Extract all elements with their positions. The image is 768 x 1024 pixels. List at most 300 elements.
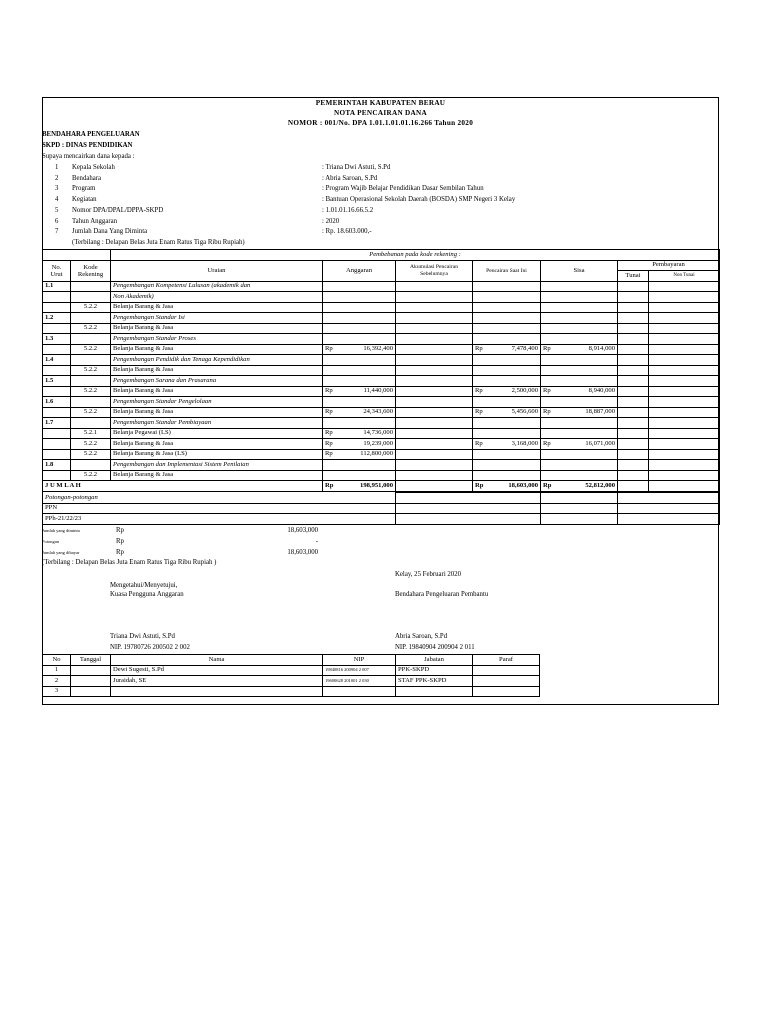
amount-value: 18,603,000 — [508, 481, 538, 489]
jumlah-label: J U M L A H — [43, 481, 323, 492]
currency-label: Rp — [475, 481, 484, 489]
row-non-tunai — [649, 365, 720, 376]
amount-cell — [541, 292, 618, 303]
amount-wrap — [543, 387, 615, 395]
row-non-tunai — [649, 397, 720, 408]
paraf-tanggal — [71, 676, 111, 687]
row-uraian: Belanja Barang & Jasa — [111, 344, 323, 355]
row-uraian: Pengembangan Standar Proses — [111, 334, 323, 345]
paraf-row — [43, 686, 540, 697]
row-kode: 5.2.2 — [71, 365, 111, 376]
amount-wrap — [475, 408, 538, 416]
summary-label: Jumlah yang diminta — [42, 528, 80, 533]
paraf-header-cell: Paraf — [473, 655, 540, 666]
info-label: Nomor DPA/DPAL/DPPA-SKPD — [72, 206, 164, 214]
amount-cell — [473, 386, 541, 397]
info-no: 1 — [55, 164, 59, 171]
paraf-paraf — [473, 686, 540, 697]
amount-value: 3,168,000 — [511, 439, 538, 447]
amount-cell — [473, 292, 541, 303]
summary-currency: Rp — [116, 548, 124, 556]
row-no — [43, 439, 71, 450]
amount-cell — [323, 428, 396, 439]
info-value: : Triana Dwi Astuti, S.Pd — [322, 164, 391, 171]
row-tunai — [618, 302, 649, 313]
amount-cell — [323, 470, 396, 481]
row-non-tunai — [649, 302, 720, 313]
table-row — [43, 460, 720, 471]
paraf-jabatan — [396, 686, 473, 697]
row-tunai — [618, 323, 649, 334]
info-no: 2 — [55, 174, 59, 182]
left-title-2: Kuasa Pengguna Anggaran — [110, 591, 184, 598]
row-no: 1.7 — [43, 418, 71, 429]
amount-cell — [323, 418, 396, 429]
info-label: Program — [72, 185, 96, 193]
row-kode — [71, 397, 111, 408]
row-tunai — [618, 313, 649, 324]
row-uraian: Pengembangan Sarana dan Prasarana — [111, 376, 323, 387]
row-tunai — [618, 376, 649, 387]
row-no — [43, 449, 71, 460]
row-tunai — [618, 355, 649, 366]
amount-wrap — [543, 482, 615, 490]
amount-cell — [541, 386, 618, 397]
intro-text: Supaya mencairkan dana kepada : — [42, 153, 135, 160]
info-label: Tahun Anggaran — [72, 217, 118, 225]
row-tunai — [618, 460, 649, 471]
paraf-nip: 19600628 201001 2 030 — [323, 676, 396, 687]
currency-label: Rp — [325, 481, 334, 489]
summary-amount: - — [315, 537, 318, 545]
row-non-tunai — [649, 449, 720, 460]
row-kode — [71, 334, 111, 345]
row-non-tunai — [649, 428, 720, 439]
paraf-jabatan: PPK-SKPD — [396, 665, 473, 676]
row-uraian: Belanja Barang & Jasa — [111, 470, 323, 481]
amount-cell — [473, 481, 541, 492]
right-signer-nip: NIP. 19840904 200904 2 011 — [395, 644, 475, 651]
row-akumulasi — [396, 302, 473, 313]
amount-cell — [323, 481, 396, 492]
col-no-line1: No. — [51, 263, 62, 271]
amount-cell — [473, 281, 541, 292]
row-no — [43, 386, 71, 397]
row-tunai — [618, 334, 649, 345]
currency-label: Rp — [543, 481, 552, 489]
amount-cell — [323, 313, 396, 324]
row-non-tunai — [649, 313, 720, 324]
info-no: 6 — [55, 217, 59, 225]
row-tunai — [618, 470, 649, 481]
row-akumulasi — [396, 460, 473, 471]
info-no: 5 — [55, 206, 59, 214]
row-tunai — [618, 449, 649, 460]
amount-value: 112,800,000 — [360, 450, 393, 458]
info-label: Kegiatan — [72, 196, 97, 204]
amount-cell — [473, 355, 541, 366]
amount-cell — [323, 460, 396, 471]
pembebanan-table — [42, 249, 720, 492]
currency-label: Rp — [543, 408, 551, 416]
amount-wrap — [543, 345, 615, 353]
row-akumulasi — [396, 428, 473, 439]
row-akumulasi — [396, 376, 473, 387]
amount-wrap — [325, 408, 393, 416]
row-tunai — [618, 418, 649, 429]
amount-cell — [473, 428, 541, 439]
info-value: : Bantuan Operasional Sekolah Daerah (BOSDA) SMP Negeri 3 Kelay — [322, 196, 516, 204]
amount-cell — [473, 439, 541, 450]
paraf-no: 2 — [43, 676, 71, 687]
col-no — [43, 260, 71, 281]
row-tunai — [618, 292, 649, 303]
table-row — [43, 323, 720, 334]
col-kode-line2: Rekening — [77, 270, 104, 278]
row-no: 1.4 — [43, 355, 71, 366]
terbilang-bottom: (Terbilang : Delapan Belas Juta Enam Ratus Tiga Ribu Rupiah ) — [42, 559, 217, 566]
amount-wrap — [325, 429, 393, 437]
amount-value: 52,812,000 — [585, 481, 615, 489]
summary-label: Jumlah yang dibayar — [42, 549, 80, 555]
group-header: Pembebanan pada kode rekening : — [111, 250, 720, 261]
amount-cell — [541, 439, 618, 450]
row-kode: 5.2.2 — [71, 302, 111, 313]
amount-value: 14,736,000 — [363, 429, 393, 437]
amount-cell — [541, 449, 618, 460]
col-pencairan: Pencairan Saat Ini — [473, 260, 541, 281]
header-government: PEMERINTAH KABUPATEN BERAU — [315, 99, 446, 107]
row-non-tunai — [649, 470, 720, 481]
row-akumulasi — [396, 281, 473, 292]
row-akumulasi — [396, 449, 473, 460]
amount-cell — [541, 313, 618, 324]
paraf-jabatan: STAF PPK-SKPD — [396, 676, 473, 687]
amount-value: 19,239,000 — [363, 439, 393, 447]
row-akumulasi — [396, 344, 473, 355]
row-uraian: Non Akademik) — [111, 292, 323, 303]
paraf-nama: Juraidah, SE — [111, 676, 323, 687]
potongan-title: Potongan-potongan — [43, 493, 396, 504]
row-non-tunai — [649, 386, 720, 397]
amount-cell — [323, 439, 396, 450]
col-no-line2: Urut — [50, 270, 63, 278]
row-no — [43, 302, 71, 313]
currency-label: Rp — [475, 387, 483, 395]
row-kode: 5.2.2 — [71, 449, 111, 460]
amount-value: 7,478,400 — [511, 345, 538, 353]
amount-cell — [473, 418, 541, 429]
amount-cell — [541, 376, 618, 387]
amount-cell — [323, 449, 396, 460]
row-kode: 5.2.2 — [71, 407, 111, 418]
amount-cell — [473, 323, 541, 334]
paraf-tanggal — [71, 686, 111, 697]
paraf-no: 3 — [43, 686, 71, 697]
amount-cell — [323, 334, 396, 345]
row-kode: 5.2.1 — [71, 428, 111, 439]
amount-wrap — [325, 387, 393, 395]
info-value: : 2020 — [322, 217, 340, 225]
amount-value: 8,940,000 — [588, 387, 615, 395]
amount-wrap — [475, 440, 538, 448]
row-non-tunai — [649, 376, 720, 387]
amount-value: 16,071,000 — [585, 439, 615, 447]
row-kode — [71, 281, 111, 292]
ppn-label: PPN — [43, 503, 396, 514]
row-no: 1.5 — [43, 376, 71, 387]
row-akumulasi — [396, 407, 473, 418]
table-row — [43, 365, 720, 376]
row-uraian: Belanja Barang & Jasa — [111, 323, 323, 334]
amount-cell — [541, 470, 618, 481]
table-row — [43, 292, 720, 303]
row-no: 1.1 — [43, 281, 71, 292]
row-uraian: Belanja Barang & Jasa — [111, 439, 323, 450]
row-non-tunai — [649, 407, 720, 418]
row-kode: 5.2.2 — [71, 344, 111, 355]
paraf-header-cell: Jabatan — [396, 655, 473, 666]
amount-value: 198,951,000 — [360, 481, 393, 489]
table-row — [43, 470, 720, 481]
currency-label: Rp — [325, 439, 333, 447]
paraf-nip — [323, 686, 396, 697]
row-uraian: Pengembangan Standar Isi — [111, 313, 323, 324]
paraf-nama: Dewi Sugesti, S.Pd — [111, 665, 323, 676]
row-non-tunai — [649, 418, 720, 429]
left-signer-name: Triana Dwi Astuti, S.Pd — [110, 633, 175, 640]
amount-cell — [323, 407, 396, 418]
info-no: 3 — [55, 185, 59, 193]
row-kode: 5.2.2 — [71, 386, 111, 397]
table-row — [43, 407, 720, 418]
row-non-tunai — [649, 355, 720, 366]
row-uraian: Belanja Pegawai (LS) — [111, 428, 323, 439]
currency-label: Rp — [325, 345, 333, 353]
row-kode: 5.2.2 — [71, 470, 111, 481]
amount-cell — [541, 281, 618, 292]
col-sisa: Sisa — [541, 260, 618, 281]
table-row — [43, 302, 720, 313]
row-uraian: Belanja Barang & Jasa — [111, 407, 323, 418]
amount-cell — [323, 302, 396, 313]
amount-value: 11,440,000 — [363, 387, 393, 395]
paraf-row — [43, 665, 540, 676]
amount-cell — [541, 323, 618, 334]
amount-cell — [473, 407, 541, 418]
table-row — [43, 334, 720, 345]
row-uraian: Belanja Barang & Jasa (LS) — [111, 449, 323, 460]
col-akumulasi-line2: Sebelumnya — [420, 270, 448, 277]
row-no — [43, 407, 71, 418]
row-akumulasi — [396, 334, 473, 345]
col-uraian: Uraian — [111, 260, 323, 281]
row-non-tunai — [649, 292, 720, 303]
row-tunai — [618, 397, 649, 408]
right-title: Bendahara Pengeluaran Pembantu — [395, 591, 489, 598]
col-akumulasi-line1: Akumulasi Pencairan — [409, 263, 458, 270]
amount-cell — [323, 344, 396, 355]
row-akumulasi — [396, 470, 473, 481]
row-kode: 5.2.2 — [71, 439, 111, 450]
info-no: 7 — [55, 228, 59, 236]
amount-cell — [323, 386, 396, 397]
amount-value: 2,500,000 — [511, 387, 538, 395]
amount-cell — [541, 481, 618, 492]
col-kode-line1: Kode — [83, 263, 98, 271]
row-akumulasi — [396, 386, 473, 397]
amount-cell — [541, 365, 618, 376]
paraf-nama — [111, 686, 323, 697]
amount-wrap — [543, 408, 615, 416]
amount-wrap — [475, 345, 538, 353]
col-tunai: Tunai — [618, 271, 649, 282]
row-kode — [71, 460, 111, 471]
row-akumulasi — [396, 418, 473, 429]
row-tunai — [618, 365, 649, 376]
amount-wrap — [475, 482, 538, 490]
row-akumulasi — [396, 439, 473, 450]
amount-wrap — [475, 387, 538, 395]
row-no: 1.2 — [43, 313, 71, 324]
summary-currency: Rp — [116, 527, 124, 534]
skpd-label: SKPD : DINAS PENDIDIKAN — [42, 142, 133, 149]
amount-cell — [541, 428, 618, 439]
jumlah-non-tunai — [649, 481, 720, 492]
amount-wrap — [325, 345, 393, 353]
row-uraian: Pengembangan Standar Pembiayaan — [111, 418, 323, 429]
table-row — [43, 281, 720, 292]
currency-label: Rp — [475, 439, 483, 447]
row-uraian: Pengembangan Kompetensi Lulusan (akademik dan — [111, 281, 323, 292]
header-number: NOMOR : 001/No. DPA 1.01.1.01.01.16.266 Tahun 2020 — [287, 119, 474, 127]
amount-cell — [541, 397, 618, 408]
info-value: : 1.01.01.16.66.5.2 — [322, 206, 374, 214]
amount-cell — [473, 470, 541, 481]
info-value: : Program Wajib Belajar Pendidikan Dasar Sembilan Tahun — [322, 185, 484, 193]
paraf-paraf — [473, 676, 540, 687]
col-akumulasi — [396, 260, 473, 281]
row-akumulasi — [396, 355, 473, 366]
currency-label: Rp — [325, 429, 333, 437]
summary-amount: 18,603,000 — [287, 548, 318, 556]
summary-label: Potongan — [42, 538, 60, 544]
currency-label: Rp — [543, 345, 551, 353]
row-akumulasi — [396, 313, 473, 324]
header-title: NOTA PENCAIRAN DANA — [333, 109, 427, 117]
paraf-header-cell: Tanggal — [71, 655, 111, 666]
row-kode — [71, 313, 111, 324]
row-no: 1.6 — [43, 397, 71, 408]
row-non-tunai — [649, 323, 720, 334]
row-non-tunai — [649, 334, 720, 345]
amount-value: 24,343,600 — [363, 408, 393, 416]
row-no: 1.3 — [43, 334, 71, 345]
amount-cell — [473, 334, 541, 345]
amount-value: 18,887,000 — [585, 408, 615, 416]
paraf-nip: 19840816 200904 2 007 — [323, 665, 396, 676]
currency-label: Rp — [325, 387, 333, 395]
paraf-table — [42, 654, 540, 697]
info-label: Jumlah Dana Yang Diminta — [72, 228, 148, 236]
col-pembayaran: Pembayaran — [618, 260, 720, 271]
summary-currency: Rp — [116, 537, 124, 545]
row-akumulasi — [396, 365, 473, 376]
left-signer-nip: NIP. 19780726 200502 2 002 — [110, 644, 190, 651]
amount-cell — [473, 460, 541, 471]
row-no: 1.8 — [43, 460, 71, 471]
amount-cell — [323, 323, 396, 334]
row-no — [43, 323, 71, 334]
row-non-tunai — [649, 344, 720, 355]
amount-cell — [541, 460, 618, 471]
right-signer-name: Abria Saroan, S.Pd — [395, 633, 448, 640]
currency-label: Rp — [325, 450, 333, 458]
left-title-1: Mengetahui/Menyetujui, — [110, 582, 178, 589]
row-non-tunai — [649, 460, 720, 471]
col-non-tunai: Non Tunai — [649, 271, 720, 282]
row-tunai — [618, 344, 649, 355]
paraf-row — [43, 676, 540, 687]
jumlah-tunai — [618, 481, 649, 492]
row-non-tunai — [649, 281, 720, 292]
amount-wrap — [325, 440, 393, 448]
amount-cell — [323, 397, 396, 408]
row-tunai — [618, 407, 649, 418]
row-no — [43, 470, 71, 481]
row-kode — [71, 292, 111, 303]
amount-cell — [541, 344, 618, 355]
row-kode — [71, 418, 111, 429]
row-uraian: Pengembangan Pendidik dan Tenaga Kependidikan — [111, 355, 323, 366]
amount-cell — [473, 449, 541, 460]
col-anggaran: Anggaran — [323, 260, 396, 281]
amount-wrap — [543, 440, 615, 448]
paraf-tanggal — [71, 665, 111, 676]
amount-cell — [323, 292, 396, 303]
amount-cell — [541, 334, 618, 345]
amount-cell — [323, 376, 396, 387]
currency-label: Rp — [543, 439, 551, 447]
table-row — [43, 355, 720, 366]
amount-cell — [323, 355, 396, 366]
terbilang-top: (Terbilang : Delapan Belas Juta Enam Ratus Tiga Ribu Rupiah) — [72, 239, 245, 246]
row-uraian: Belanja Barang & Jasa — [111, 386, 323, 397]
amount-cell — [323, 365, 396, 376]
table-row — [43, 344, 720, 355]
info-no: 4 — [55, 196, 59, 204]
row-kode: 5.2.2 — [71, 323, 111, 334]
amount-cell — [541, 355, 618, 366]
row-tunai — [618, 428, 649, 439]
potongan-table — [42, 492, 720, 525]
amount-cell — [473, 397, 541, 408]
table-row — [43, 376, 720, 387]
currency-label: Rp — [325, 408, 333, 416]
amount-cell — [541, 418, 618, 429]
paraf-header-cell: NIP — [323, 655, 396, 666]
currency-label: Rp — [543, 387, 551, 395]
row-no — [43, 365, 71, 376]
paraf-no: 1 — [43, 665, 71, 676]
amount-cell — [323, 281, 396, 292]
row-uraian: Pengembangan Standar Pengelolaan — [111, 397, 323, 408]
row-akumulasi — [396, 397, 473, 408]
summary-amount: 18,603,000 — [287, 527, 318, 534]
amount-value: 8,914,000 — [588, 345, 615, 353]
bendahara-label: BENDAHARA PENGELUARAN — [42, 131, 140, 138]
place-date: Kelay, 25 Februari 2020 — [395, 571, 462, 578]
